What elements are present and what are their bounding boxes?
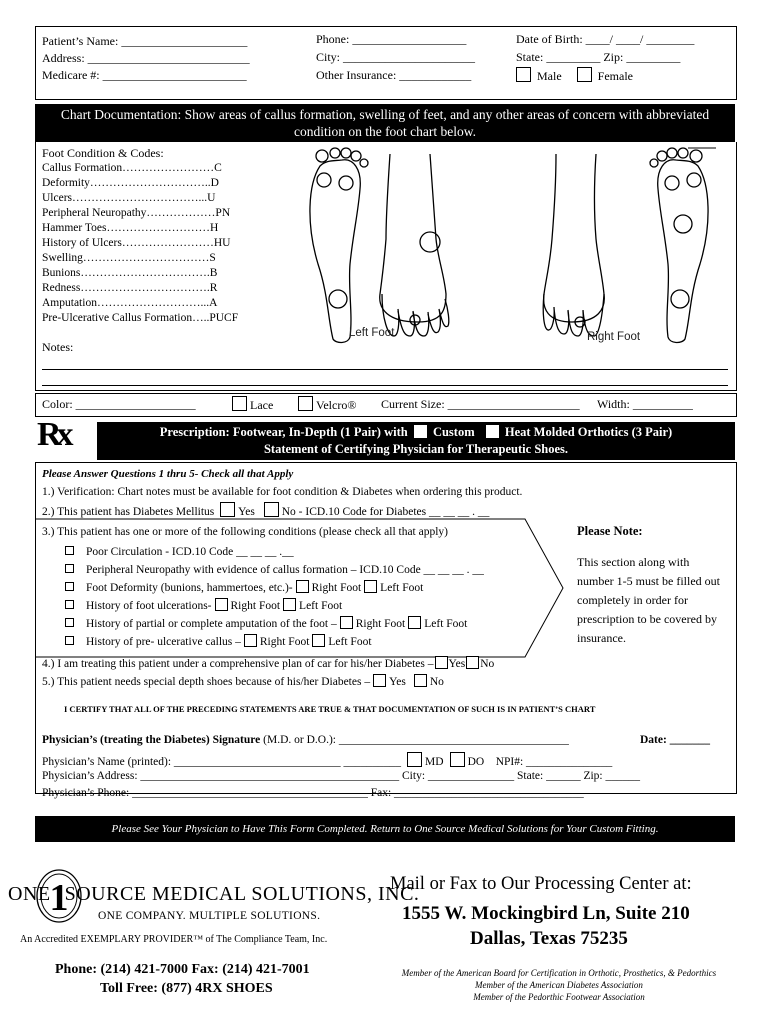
ulcerations-label: History of foot ulcerations-: [86, 600, 212, 612]
q3-poor-circulation: [65, 543, 484, 561]
sex-options: [516, 67, 633, 84]
condition-code-item: Ulcers……………………………...U: [42, 192, 216, 204]
notes-label: Notes:: [42, 340, 74, 354]
neuropathy-label: Peripheral Neuropathy with evidence of callus formation – ICD.10 Code __ __ __ . __: [86, 564, 484, 576]
signature-line: (M.D. or D.O.): ________________________________________: [260, 734, 569, 746]
condition-code-item: Redness…………………………….R: [42, 282, 218, 294]
q3-amputation: [65, 615, 484, 633]
chart-doc-header: [35, 104, 735, 142]
deformity-right-checkbox[interactable]: [296, 580, 309, 593]
heat-molded-label: Heat Molded Orthotics (3 Pair): [504, 425, 673, 439]
notes-line-1[interactable]: [42, 369, 728, 370]
deformity-left-checkbox[interactable]: [364, 580, 377, 593]
do-checkbox[interactable]: [450, 752, 465, 767]
state-zip-field[interactable]: State: _________ Zip: _________: [516, 50, 681, 64]
condition-code-item: Amputation………………………...A: [42, 297, 218, 309]
question-5: [42, 674, 444, 688]
do-label: DO: [467, 756, 485, 768]
female-checkbox[interactable]: [577, 67, 592, 82]
preulcer-right-checkbox[interactable]: [244, 634, 257, 647]
ulcerations-right-checkbox[interactable]: [215, 598, 228, 611]
prescription-line1: Prescription: Footwear, In-Depth (1 Pair) with: [159, 425, 408, 439]
logo-company-name: SOURCE MEDICAL SOLUTIONS, INC.: [64, 883, 420, 905]
condition-code-item: Swelling……………………………S: [42, 252, 216, 264]
right-foot-label: Right Foot: [587, 331, 641, 343]
amputation-left-checkbox[interactable]: [408, 616, 421, 629]
preulcer-label: History of pre- ulcerative callus –: [86, 636, 241, 648]
q4-no-checkbox[interactable]: [466, 656, 479, 669]
svg-text:1: 1: [49, 877, 69, 919]
condition-codes-list: [42, 161, 238, 326]
amputation-checkbox[interactable]: [65, 618, 74, 627]
velcro-label: Velcro®: [316, 398, 357, 412]
right-foot-top-drawing: [543, 154, 604, 336]
city-field[interactable]: City: ______________________: [316, 50, 476, 64]
right-foot-label: Right Foot: [311, 582, 362, 594]
q4-yes-checkbox[interactable]: [435, 656, 448, 669]
condition-code-item: Deformity…………………………..D: [42, 177, 219, 189]
question-3: 3.) This patient has one or more of the following conditions (please check all that apply): [42, 526, 449, 538]
md-label: MD: [425, 756, 444, 768]
question-4: [42, 656, 494, 670]
signature-date-field[interactable]: Date: _______: [640, 734, 710, 746]
color-field[interactable]: Color: ____________________: [42, 397, 196, 411]
velcro-option: [295, 396, 356, 413]
velcro-checkbox[interactable]: [298, 396, 313, 411]
condition-code-item: Callus Formation……………………C: [42, 162, 222, 174]
memberships: [354, 967, 764, 1003]
npi-field[interactable]: NPI#: _______________: [495, 756, 613, 768]
condition-code-item: History of Ulcers……………………HU: [42, 237, 231, 249]
processing-street: 1555 W. Mockingbird Ln, Suite 210: [402, 903, 690, 924]
patient-name-field[interactable]: Patient’s Name: _____________________: [42, 34, 248, 48]
physician-name-label: Physician’s Name (printed): _____________________________ __________: [42, 756, 402, 768]
preulcer-left-checkbox[interactable]: [312, 634, 325, 647]
q3-deformity: [65, 579, 484, 597]
q2-no-label: No - ICD.10 Code for Diabetes __ __ __ . __: [281, 506, 490, 518]
right-foot-label: Right Foot: [230, 600, 281, 612]
logo-one-text: ONE: [8, 883, 51, 905]
q5-yes-checkbox[interactable]: [373, 674, 386, 687]
q3-ulcerations: [65, 597, 484, 615]
custom-checkbox[interactable]: [414, 425, 427, 438]
question-2-text: 2.) This patient has Diabetes Mellitus: [42, 506, 215, 518]
questions-instruction: Please Answer Questions 1 thru 5- Check all that Apply: [42, 468, 294, 480]
other-insurance-field[interactable]: Other Insurance: ____________: [316, 68, 472, 82]
q3-conditions: [65, 543, 484, 651]
right-foot-sole-drawing: [650, 148, 708, 343]
q4-no-label: No: [480, 658, 495, 670]
q2-yes-checkbox[interactable]: [220, 502, 235, 517]
lace-checkbox[interactable]: [232, 396, 247, 411]
q3-neuropathy: [65, 561, 484, 579]
amputation-right-checkbox[interactable]: [340, 616, 353, 629]
amputation-label: History of partial or complete amputation of the foot –: [86, 618, 337, 630]
deformity-checkbox[interactable]: [65, 582, 74, 591]
ulcerations-left-checkbox[interactable]: [283, 598, 296, 611]
heat-molded-checkbox[interactable]: [486, 425, 499, 438]
lace-option: [229, 396, 273, 413]
membership-pfa: Member of the Pedorthic Footwear Association: [473, 992, 645, 1002]
logo-tagline: ONE COMPANY. MULTIPLE SOLUTIONS.: [98, 910, 321, 922]
width-field[interactable]: Width: __________: [597, 397, 693, 411]
prescription-header: [97, 422, 735, 460]
left-foot-label: Left Foot: [299, 600, 343, 612]
right-foot-label: Right Foot: [355, 618, 406, 630]
please-note-body: This section along with number 1-5 must be filled out completely in order for prescription to be covered by insurance.: [577, 555, 720, 645]
prescription-line2: Statement of Certifying Physician for Therapeutic Shoes.: [263, 442, 569, 456]
question-1: 1.) Verification: Chart notes must be available for foot condition & Diabetes when ordering this product.: [42, 486, 523, 498]
q5-no-checkbox[interactable]: [414, 674, 427, 687]
question-2: [42, 502, 489, 518]
physician-signature-field[interactable]: [42, 734, 569, 746]
medicare-field[interactable]: Medicare #: ________________________: [42, 68, 247, 82]
current-size-field[interactable]: Current Size: ______________________: [381, 397, 580, 411]
physician-phone-field[interactable]: Physician’s Phone: _________________________________________ Fax: _________________________________: [42, 787, 584, 799]
left-foot-label: Left Foot: [328, 636, 372, 648]
mail-title: Mail or Fax to Our Processing Center at:: [390, 874, 692, 894]
physician-name-field[interactable]: [42, 752, 612, 768]
ulcerations-checkbox[interactable]: [65, 600, 74, 609]
address-field[interactable]: Address: ___________________________: [42, 51, 250, 65]
accreditation-text: An Accredited EXEMPLARY PROVIDER™ of The Compliance Team, Inc.: [20, 934, 328, 945]
please-note-title: Please Note:: [577, 524, 643, 538]
company-logo: [8, 868, 420, 928]
certification-statement: I CERTIFY THAT ALL OF THE PRECEDING STATEMENTS ARE TRUE & THAT DOCUMENTATION OF SUCH IS IN PATIENT’S CHART: [64, 704, 596, 714]
signature-label: Physician’s (treating the Diabetes) Signature: [42, 734, 261, 746]
left-foot-label: Left Foot: [349, 327, 395, 339]
membership-abc: Member of the American Board for Certification in Orthotic, Prosthetics, & Pedorthics: [401, 968, 717, 978]
rx-symbol: Rx: [37, 416, 69, 453]
male-label: Male: [537, 69, 562, 83]
membership-ada: Member of the American Diabetes Association: [475, 980, 643, 990]
q5-yes-label: Yes: [389, 676, 406, 688]
footer-instruction-bar: [35, 816, 735, 842]
left-foot-label: Left Foot: [424, 618, 468, 630]
q4-yes-label: Yes: [448, 658, 466, 670]
condition-code-item: Bunions…………………………….B: [42, 267, 218, 279]
condition-code-item: Pre-Ulcerative Callus Formation…..PUCF: [42, 312, 239, 324]
processing-city: Dallas, Texas 75235: [470, 928, 628, 949]
dob-field[interactable]: Date of Birth: ____/ ____/ ________: [516, 32, 695, 46]
condition-code-item: Hammer Toes………………………H: [42, 222, 219, 234]
left-foot-sole-drawing: [310, 148, 368, 343]
phone-field[interactable]: Phone: ___________________: [316, 32, 467, 46]
codes-title: Foot Condition & Codes:: [42, 146, 164, 160]
male-checkbox[interactable]: [516, 67, 531, 82]
lace-label: Lace: [250, 398, 274, 412]
q2-yes-label: Yes: [238, 506, 255, 518]
deformity-label: Foot Deformity (bunions, hammertoes, etc.)-: [86, 582, 293, 594]
company-phone-fax: Phone: (214) 421-7000 Fax: (214) 421-7001: [55, 962, 310, 977]
condition-code-item: Peripheral Neuropathy………………PN: [42, 207, 231, 219]
poor-circulation-checkbox[interactable]: [65, 546, 74, 555]
chart-doc-header-text: Chart Documentation: Show areas of callus formation, swelling of feet, and any other areas of concern with abbreviated condition on the foot chart below.: [60, 107, 710, 139]
q3-preulcer: [65, 633, 484, 651]
left-foot-label: Left Foot: [380, 582, 424, 594]
footer-instruction-text: Please See Your Physician to Have This Form Completed. Return to One Source Medical Solutions for Your Custom Fitting.: [111, 823, 659, 835]
neuropathy-checkbox[interactable]: [65, 564, 74, 573]
question-4-text: 4.) I am treating this patient under a comprehensive plan of car for his/her Diabetes –: [42, 658, 434, 670]
right-foot-label: Right Foot: [259, 636, 310, 648]
notes-line-2[interactable]: [42, 385, 728, 386]
poor-circulation-label: Poor Circulation - ICD.10 Code __ __ __ .__: [86, 546, 294, 558]
left-foot-top-drawing: [380, 154, 449, 336]
physician-address-field[interactable]: Physician’s Address: _____________________________________________ City: _______________ State: ______ Zip: ______: [42, 770, 640, 782]
question-5-text: 5.) This patient needs special depth shoes because of his/her Diabetes –: [42, 676, 371, 688]
foot-chart[interactable]: [298, 144, 728, 350]
q5-no-label: No: [429, 676, 444, 688]
preulcer-checkbox[interactable]: [65, 636, 74, 645]
q2-no-checkbox[interactable]: [264, 502, 279, 517]
female-label: Female: [597, 69, 633, 83]
md-checkbox[interactable]: [407, 752, 422, 767]
company-tollfree: Toll Free: (877) 4RX SHOES: [100, 981, 273, 996]
custom-label: Custom: [432, 425, 475, 439]
